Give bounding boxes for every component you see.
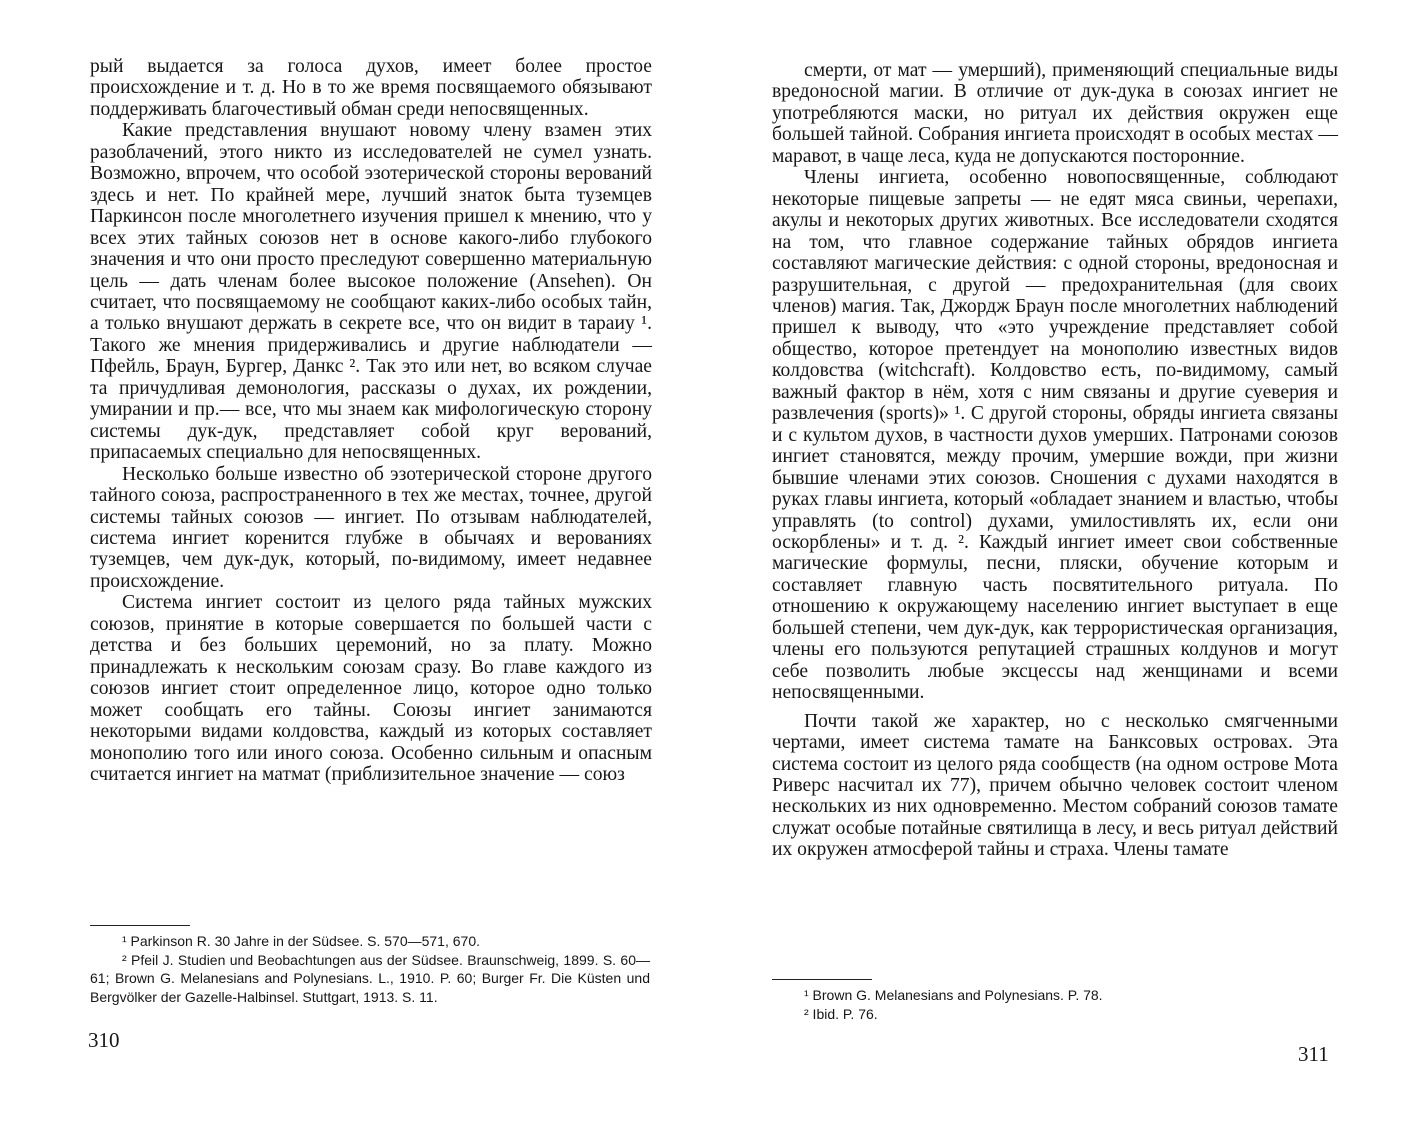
body-text: [90, 56, 652, 785]
paragraph: Какие представления внушают новому члену взамен этих разоблачений, этого никто из исследователей не сумел узнать. Возможно, впрочем, что особой эзотерической стороны верований здесь и нет. По крайней мере, лучший знаток быта туземцев Паркинсон после многолетнего изучения пришел к мнению, что у всех этих тайных союзов нет в основе какого-либо глубокого значения и что они просто преследуют совершенно материальную цель — дать членам более высокое положение (Ansehen). Он считает, что посвящаемому не сообщают каких-либо особых тайн, а только внушают держать в секрете все, что он видит в тараиу ¹. Такого же мнения придерживались и другие наблюдатели — Пфейль, Браун, Бургер, Данкс ². Так это или нет, во всяком случае та причудливая демонология, рассказы о духах, их рождении, умирании и пр.— все, что мы знаем как мифологическую сторону системы дук-дук, представляет собой круг верований, припасаемых специально для непосвященных.: [90, 120, 652, 464]
paragraph: Члены ингиета, особенно новопосвященные, соблюдают некоторые пищевые запреты — не едят мяса свиньи, черепахи, акулы и некоторых других животных. Все исследователи сходятся на том, что главное содержание тайных обрядов ингиета составляют магические действия: с одной стороны, вредоносная и разрушительная, с другой — предохранительная (для своих членов) магия. Так, Джордж Браун после многолетних наблюдений пришел к выводу, что «это учреждение представляет собой общество, которое претендует на монополию известных видов колдовства (witchcraft). Колдовство есть, по-видимому, самый важный фактор в нём, хотя с ним связаны и другие суеверия и развлечения (sports)» ¹. С другой стороны, обряды ингиета связаны и с культом духов, в частности духов умерших. Патронами союзов ингиет становятся, между прочим, умершие вожди, при жизни бывшие членами этих союзов. Сношения с духами находятся в руках главы ингиета, который «обладает знанием и властью, чтобы управлять (to control) духами, умилостивлять их, если они оскорблены» и т. д. ². Каждый ингиет имеет свои собственные магические формулы, песни, пляски, обучение которым и составляет главную часть посвятительного ритуала. По отношению к окружающему населению ингиет выступает в еще большей степени, чем дук-дук, как террористическая организация, члены его пользуются репутацией страшных колдунов и могут себе позволить любые эксцессы над женщинами и всеми непосвященными.: [772, 167, 1338, 704]
footnote: ¹ Brown G. Melanesians and Polynesians. P. 78.: [804, 987, 1103, 1003]
left-page: [0, 0, 706, 1130]
page-number: 310: [88, 1028, 120, 1052]
paragraph: Несколько больше известно об эзотерической стороне другого тайного союза, распространенного в тех же местах, точнее, другой системы тайных союзов — ингиет. По отзывам наблюдателей, система ингиет коренится глубже в обычаях и верованиях туземцев, чем дук-дук, который, по-видимому, имеет недавнее происхождение.: [90, 463, 652, 592]
footnote-divider: [90, 925, 190, 926]
body-text: [772, 60, 1338, 861]
paragraph: Система ингиет состоит из целого ряда тайных мужских союзов, принятие в которые совершается по большей части с детства и без больших церемоний, но за плату. Можно принадлежать к нескольким союзам сразу. Во главе каждого из союзов ингиет стоит определенное лицо, которое одно только может сообщать его тайны. Союзы ингиет занимаются некоторыми видами колдовства, каждый из которых составляет монополию того или иного союза. Особенно сильным и опасным считается ингиет на матмат (приблизительное значение — союз: [90, 592, 652, 785]
footnotes: [90, 932, 650, 1006]
footnote-divider: [772, 979, 872, 980]
paragraph: рый выдается за голоса духов, имеет более простое происхождение и т. д. Но в то же время посвящаемого обязывают поддерживать благочестивый обман среди непосвященных.: [90, 56, 652, 120]
paragraph: смерти, от мат — умерший), применяющий специальные виды вредоносной магии. В отличие от дук-дука в союзах ингиет не употребляются маски, но ритуал их действия окружен еще большей тайной. Собрания ингиета происходят в особых местах — маравот, в чаще леса, куда не допускаются посторонние.: [772, 60, 1338, 167]
page-number: 311: [1298, 1042, 1329, 1066]
footnotes: [772, 986, 1332, 1023]
paragraph-gap: [772, 704, 1338, 711]
paragraph: Почти такой же характер, но с несколько смягченными чертами, имеет система тамате на Банксовых островах. Эта система состоит из целого ряда сообществ (на одном острове Мота Риверс насчитал их 77), причем обычно человек состоит членом нескольких из них одновременно. Местом собраний союзов тамате служат особые потайные святилища в лесу, и весь ритуал действий их окружен атмосферой тайны и страха. Члены тамате: [772, 710, 1338, 861]
footnote: ² Pfeil J. Studien und Beobachtungen aus der Südsee. Braunschweig, 1899. S. 60—61; Brown G. Melanesians and Polynesians. L., 1910. P. 60; Burger Fr. Die Küsten und Bergvölker der Gazelle-Halbinsel. Stuttgart, 1913. S. 11.: [90, 951, 650, 1005]
right-page: [706, 0, 1413, 1130]
footnote: ² Ibid. P. 76.: [804, 1005, 878, 1022]
footnote: ¹ Parkinson R. 30 Jahre in der Südsee. S. 570—571, 670.: [122, 933, 480, 949]
